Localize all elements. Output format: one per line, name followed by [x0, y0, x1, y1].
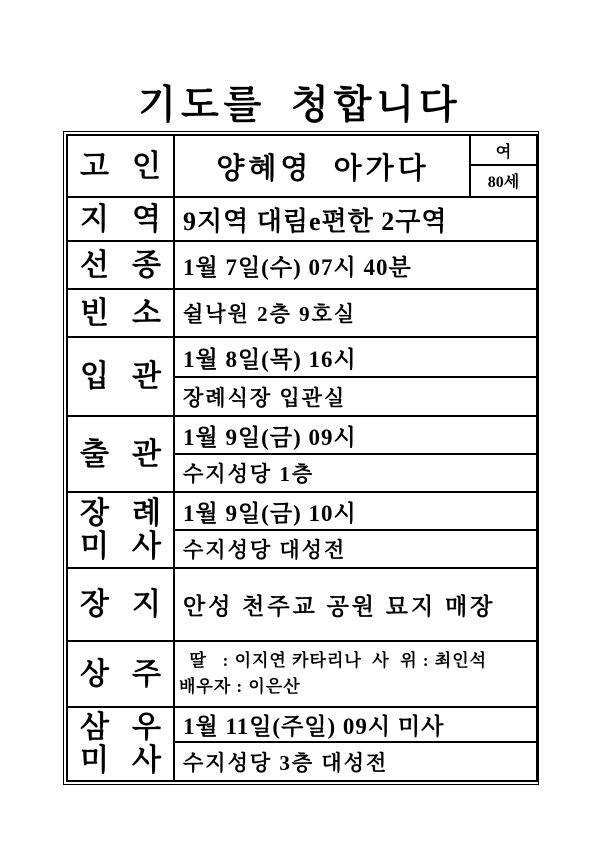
row-departure-date: [67, 416, 537, 454]
mourners-line2: 배우자 : 이은산: [179, 677, 301, 696]
departure-place: 수지성당 1층: [174, 454, 537, 492]
label-funeral-mass: [67, 492, 174, 568]
row-mortuary: [67, 289, 537, 337]
departure-datetime: 1월 9일(금) 09시: [174, 416, 537, 454]
label-departure-text: 출 관: [80, 437, 161, 471]
label-region-text: 지 역: [80, 202, 161, 236]
deceased-gender: 여: [471, 137, 536, 166]
row-third-day-mass-date: [67, 707, 537, 742]
label-mortuary: [67, 289, 174, 337]
label-third-day-mass-line1: 삼 우: [80, 711, 161, 744]
deceased-age: 80세: [487, 174, 520, 191]
mourners-value: [174, 641, 537, 707]
row-burial-site: [67, 568, 537, 641]
funeral-notice-table: [66, 134, 538, 782]
notice-table-border: [63, 131, 539, 785]
label-encoffining-text: 입 관: [80, 360, 161, 393]
row-region: [67, 197, 537, 241]
label-death: [67, 241, 174, 289]
region-value: 9지역 대림e편한 2구역: [174, 197, 537, 241]
page-title: 기도를 청합니다: [138, 84, 462, 127]
label-funeral-mass-line1: 장 례: [80, 497, 161, 530]
deceased-name: 양혜영 아가다: [174, 135, 470, 197]
third-day-mass-place: 수지성당 3층 대성전: [174, 742, 537, 781]
label-region: [67, 197, 174, 241]
row-deceased: [67, 135, 537, 197]
row-death: [67, 241, 537, 289]
label-third-day-mass-line2: 미 사: [80, 744, 161, 777]
label-deceased: [67, 135, 174, 197]
label-funeral-mass-line2: 미 사: [80, 530, 161, 563]
third-day-mass-datetime: 1월 11일(주일) 09시 미사: [174, 707, 537, 742]
label-mourners: [67, 641, 174, 707]
label-encoffining: [67, 337, 174, 416]
label-third-day-mass: [67, 707, 174, 781]
encoffining-datetime: 1월 8일(목) 16시: [174, 337, 537, 377]
row-mourners: [67, 641, 537, 707]
label-mourners-text: 상 주: [80, 657, 161, 691]
row-funeral-mass-date: [67, 492, 537, 530]
funeral-mass-place: 수지성당 대성전: [174, 530, 537, 568]
row-encoffining-date: [67, 337, 537, 377]
burial-site-value: 안성 천주교 공원 묘지 매장: [174, 568, 537, 641]
encoffining-place: 장례식장 입관실: [174, 377, 537, 416]
label-departure: [67, 416, 174, 492]
label-burial-site: [67, 568, 174, 641]
mortuary-value: 쉴낙원 2층 9호실: [174, 289, 537, 337]
label-mortuary-text: 빈 소: [80, 296, 161, 330]
label-death-text: 선 종: [80, 248, 161, 282]
deceased-gender-age: [470, 135, 537, 197]
mourners-line1: 딸 : 이지연 카타리나 사 위 : 최인석: [179, 650, 488, 670]
label-burial-site-text: 장 지: [80, 588, 161, 621]
label-deceased-text: 고 인: [80, 149, 161, 183]
death-datetime: 1월 7일(수) 07시 40분: [174, 241, 537, 289]
funeral-mass-datetime: 1월 9일(금) 10시: [174, 492, 537, 530]
